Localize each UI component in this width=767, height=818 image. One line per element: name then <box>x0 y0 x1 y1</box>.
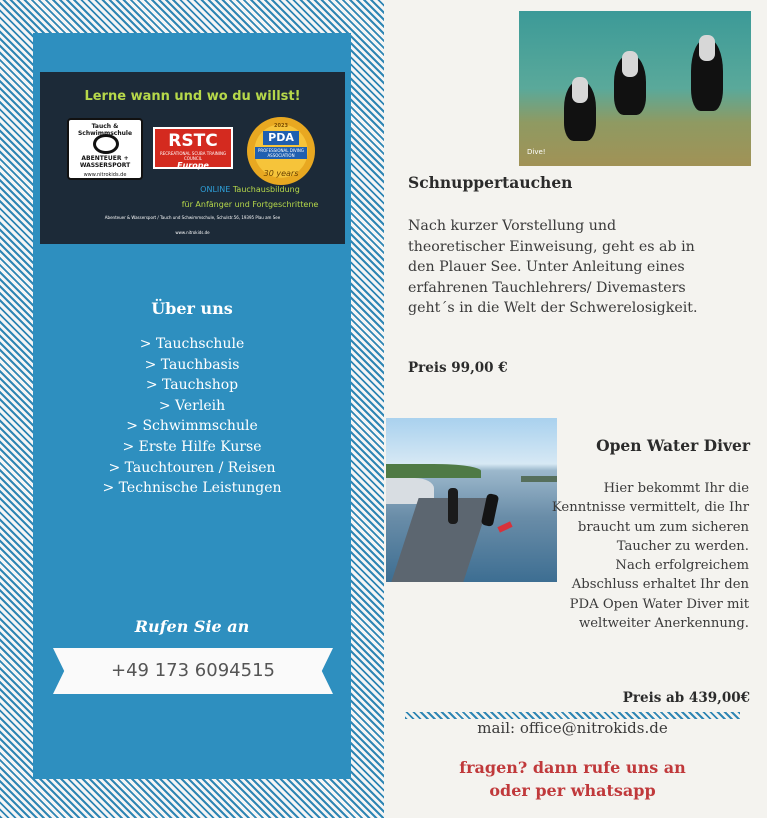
lake-photo <box>386 418 557 582</box>
mail-address: mail: office@nitrokids.de <box>477 719 668 737</box>
pda-logo: 2023 PDA PROFESSIONAL DIVING ASSOCIATION 30 years <box>247 117 315 185</box>
divers-photo <box>519 11 751 166</box>
owd-description: Hier bekommt Ihr die Kenntnisse vermittelt, die Ihr braucht um zum sicheren Taucher zu werden. Nach erfolgreichem Abschluss erhaltet Ihr den PDA Open Water Diver mit weltweiter Anerkennung. <box>551 481 749 632</box>
banner-address: Abenteuer & Wassersport / Tauch und Schwimmschule, Schulstr.56, 19395 Plau am See <box>104 215 281 220</box>
diver-figure <box>614 55 646 115</box>
school-logo-arc-text: Tauch & Schwimmschule <box>77 123 133 137</box>
about-item-technische-leistungen: > Technische Leistungen <box>102 480 282 497</box>
pier-shape <box>389 498 490 582</box>
diver-figure <box>564 81 596 141</box>
snorkel-description: Nach kurzer Vorstellung und theoretischer Einweisung, geht es ab in den Plauer See. Unter Anleitung eines erfahrenen Tauchlehrers/ Divemasters geht´s in die Welt der Schwerelosigkeit. <box>408 218 698 316</box>
about-item-verleih: > Verleih <box>158 397 226 414</box>
about-item-tauchschule: > Tauchschule <box>139 336 245 352</box>
about-item-tauchbasis: > Tauchbasis <box>144 356 240 373</box>
call-title: Rufen Sie an <box>134 617 250 636</box>
school-logo-text: ABENTEUER + WASSERSPORT <box>79 155 131 169</box>
banner-headline: Lerne wann und wo du willst! <box>84 89 301 104</box>
banner-online-text: ONLINE Tauchausbildung für Anfänger und Fortgeschrittene <box>181 185 319 209</box>
fin-shape <box>497 521 512 532</box>
about-title: Über uns <box>151 299 233 318</box>
diver-figure <box>691 39 723 111</box>
owd-title: Open Water Diver <box>596 436 750 455</box>
phone-number: +49 173 6094515 <box>111 660 275 681</box>
about-item-schwimmschule: > Schwimmschule <box>126 418 258 435</box>
diver-figure <box>448 488 458 524</box>
about-item-erste-hilfe: > Erste Hilfe Kurse <box>122 438 262 455</box>
about-item-tauchtouren: > Tauchtouren / Reisen <box>108 459 276 476</box>
call-to-action: fragen? dann rufe uns an oder per whatsapp <box>459 758 686 800</box>
promo-banner <box>40 72 345 244</box>
rstc-logo: RSTC RECREATIONAL SCUBA TRAINING COUNCIL Europe <box>153 127 233 169</box>
about-list <box>33 334 351 499</box>
owd-price: Preis ab 439,00€ <box>622 690 750 706</box>
snorkel-title: Schnuppertauchen <box>408 173 573 192</box>
school-logo <box>67 118 143 180</box>
diver-mask-icon <box>93 134 119 154</box>
snorkel-price: Preis 99,00 € <box>408 360 508 376</box>
striped-divider <box>405 712 740 719</box>
photo-watermark: Dive! <box>527 148 546 156</box>
school-logo-url: www.nitrokids.de <box>83 172 127 178</box>
about-item-tauchshop: > Tauchshop <box>145 377 239 394</box>
banner-website: www.nitrokids.de <box>175 230 210 235</box>
